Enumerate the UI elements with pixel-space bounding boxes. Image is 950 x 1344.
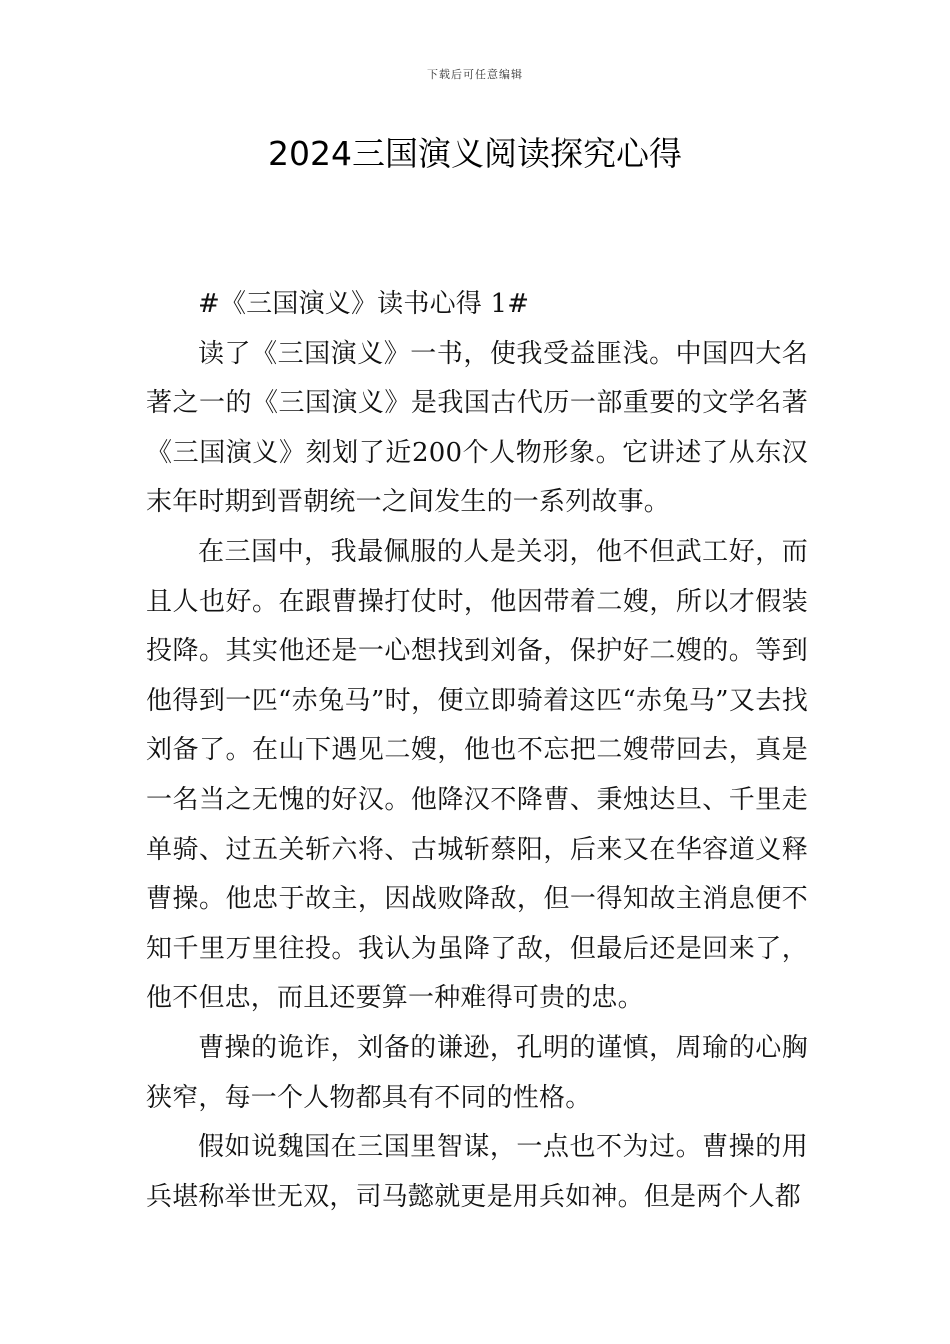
header-note: 下载后可任意编辑 [427, 68, 523, 81]
paragraph: 假如说魏国在三国里智谋，一点也不为过。曹操的用兵堪称举世无双，司马懿就更是用兵如神。但是两个人都 [146, 1132, 808, 1212]
document-title: 2024三国演义阅读探究心得 [268, 134, 682, 173]
document-body [146, 280, 808, 1222]
paragraph: 在三国中，我最佩服的人是关羽，他不但武工好，而且人也好。在跟曹操打仗时，他因带着二嫂，所以才假装投降。其实他还是一心想找到刘备，保护好二嫂的。等到他得到一匹“赤兔马”时，便立即骑着这匹“赤兔马”又去找刘备了。在山下遇见二嫂，他也不忘把二嫂带回去，真是一名当之无愧的好汉。他降汉不降曹、秉烛达旦、千里走单骑、过五关斩六将、古城斩蔡阳，后来又在华容道义释曹操。他忠于故主，因战败降敌，但一得知故主消息便不知千里万里往投。我认为虽降了敌，但最后还是回来了，他不但忠，而且还要算一种难得可贵的忠。 [146, 536, 808, 1014]
paragraph: 曹操的诡诈，刘备的谦逊，孔明的谨慎，周瑜的心胸狭窄，每一个人物都具有不同的性格。 [146, 1032, 808, 1113]
section-heading: #《三国演义》读书心得 1# [198, 289, 530, 319]
paragraph: 读了《三国演义》一书，使我受益匪浅。中国四大名著之一的《三国演义》是我国古代历一部重要的文学名著《三国演义》刻划了近200个人物形象。它讲述了从东汉末年时期到晋朝统一之间发生的一系列故事。 [146, 338, 808, 518]
